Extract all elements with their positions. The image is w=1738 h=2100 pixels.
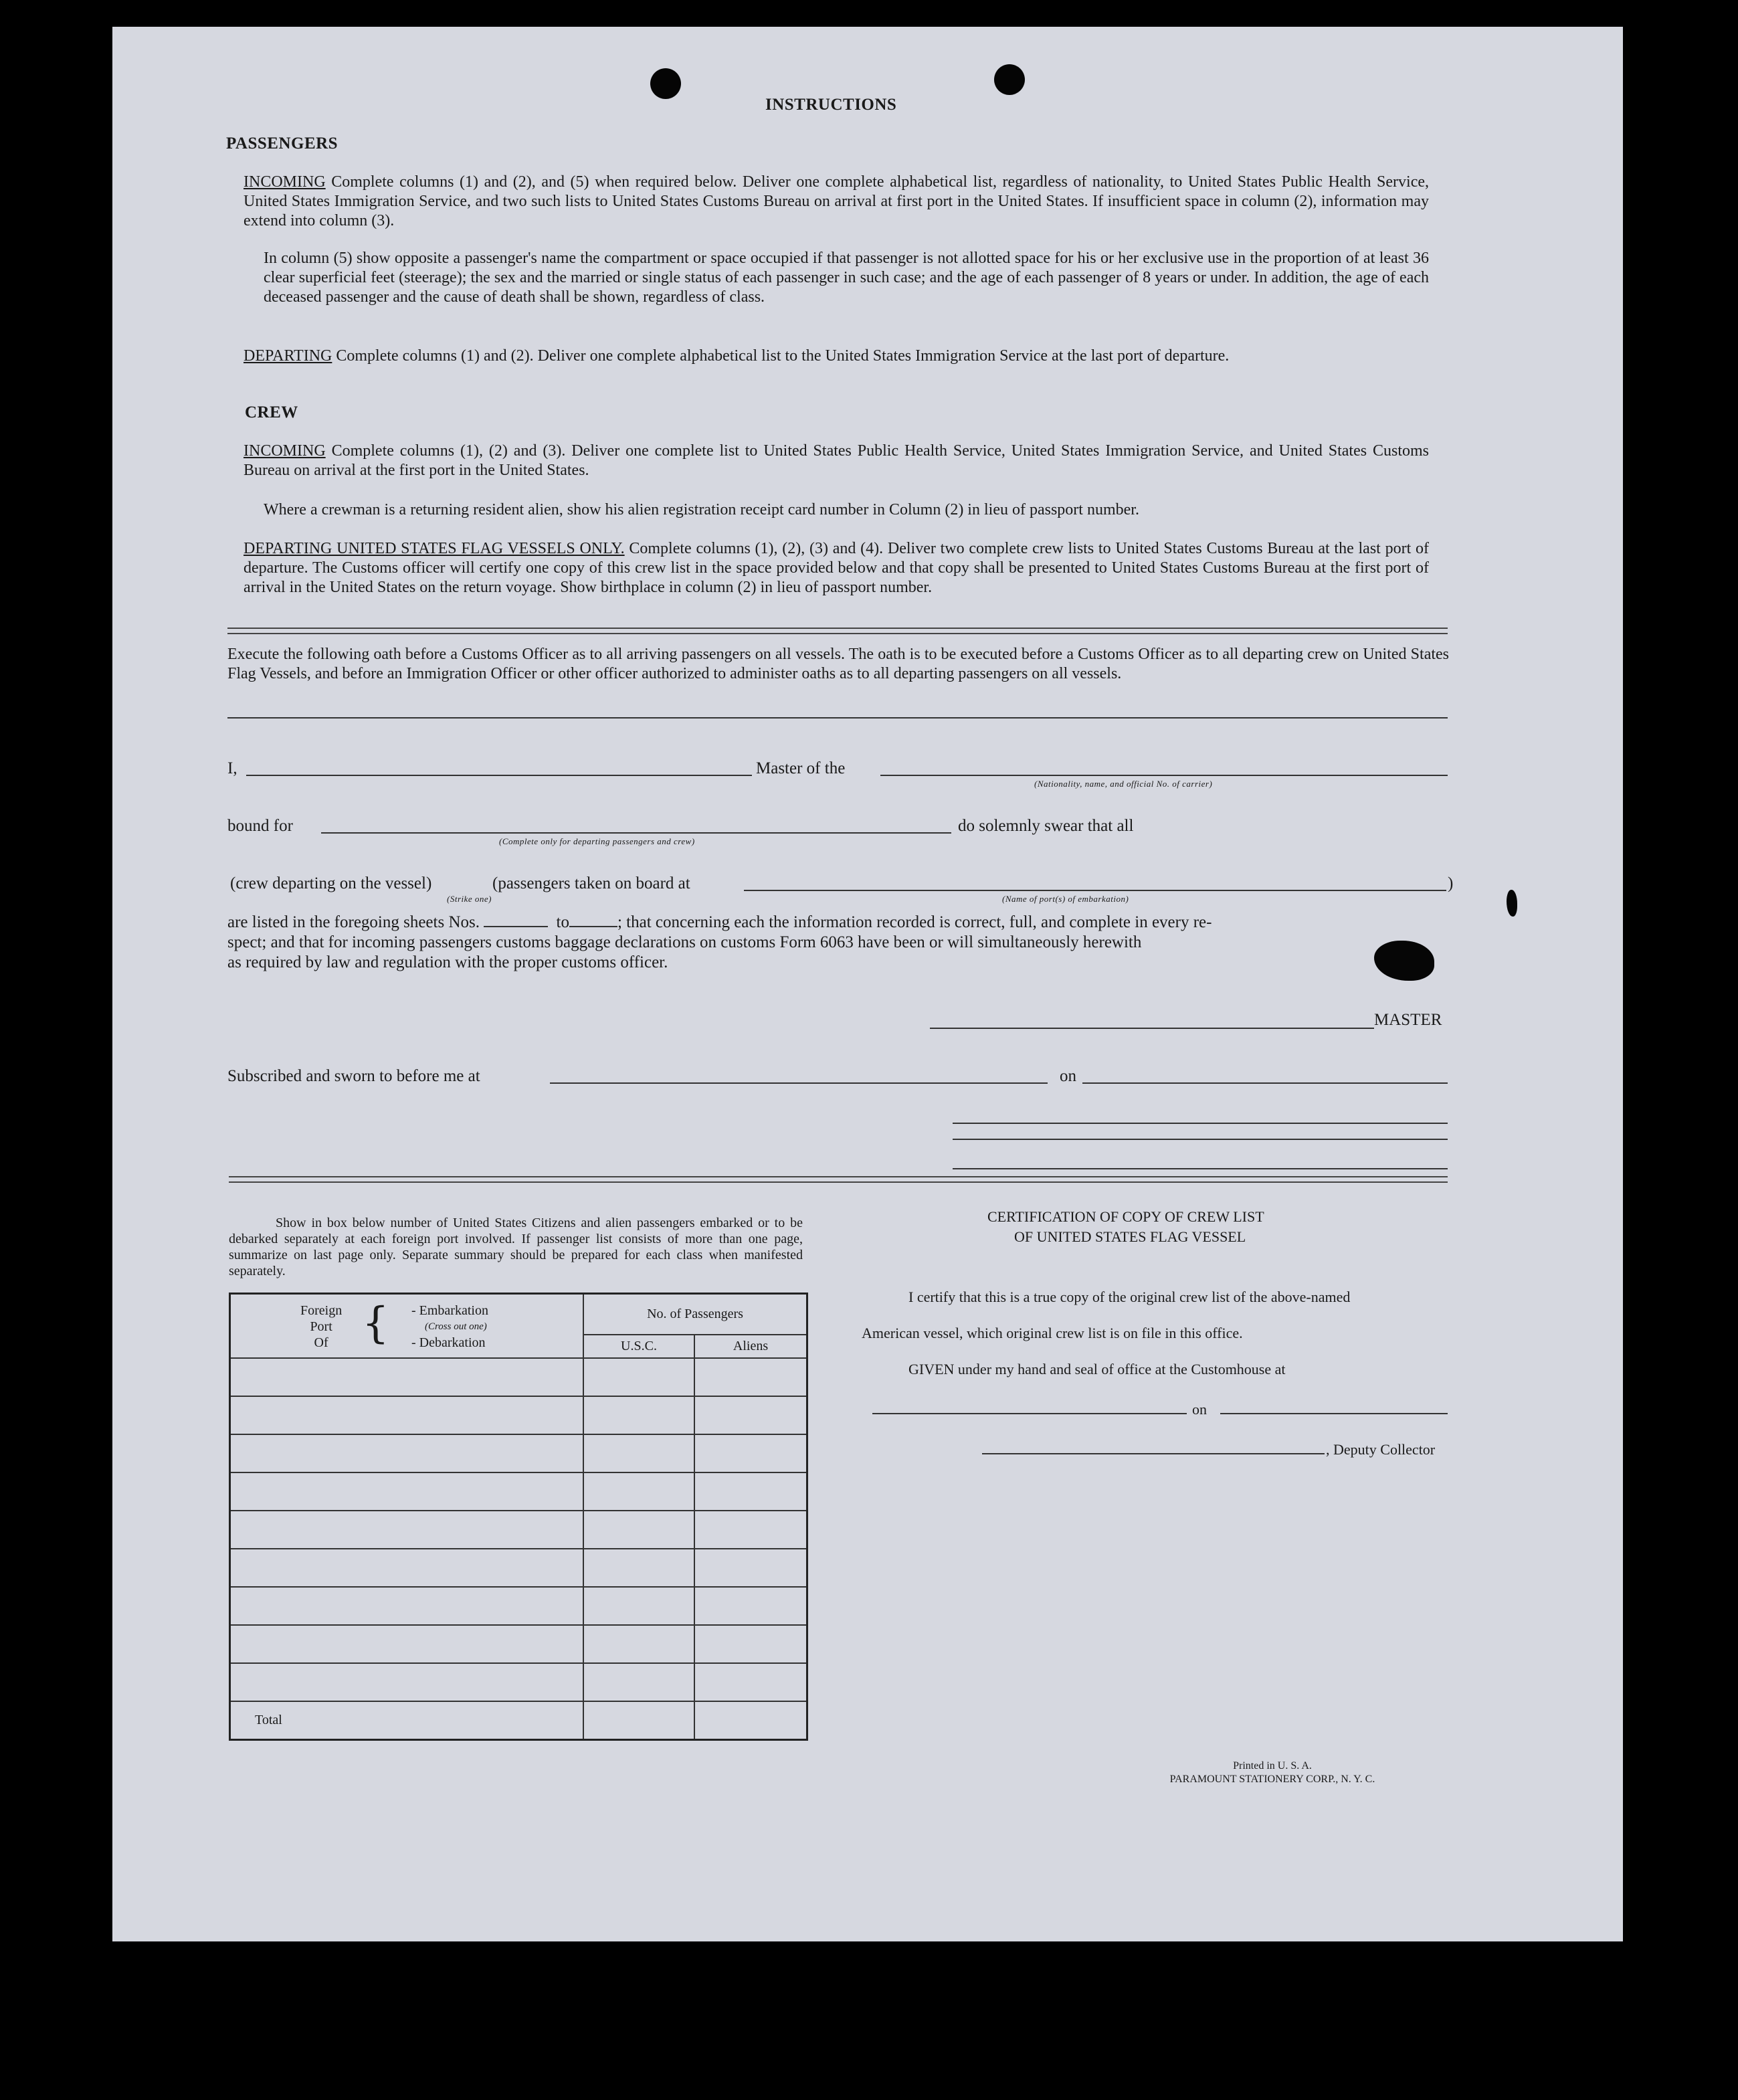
usc-cell[interactable] — [583, 1549, 694, 1587]
brace-icon: { — [362, 1299, 389, 1348]
master-label: MASTER — [1374, 1011, 1442, 1029]
port-cell[interactable] — [230, 1434, 584, 1472]
passengers-incoming-text: Complete columns (1) and (2), and (5) when required below. Deliver one complete alphabetical list, regardless of nationality, to United States Public Health Service, United States Immigration Service, and two such lists to United States Customs Bureau on arrival at first port in the United States. If insufficient space in column (2), information may extend into column (3). — [244, 173, 1429, 229]
port-cell[interactable] — [230, 1511, 584, 1549]
officer-signature-field-1[interactable] — [953, 1123, 1448, 1124]
solemnly-swear-text: do solemnly swear that all — [958, 817, 1134, 835]
usc-cell[interactable] — [583, 1511, 694, 1549]
crew-departing-paragraph — [244, 539, 1429, 597]
usc-cell[interactable] — [583, 1472, 694, 1511]
port-cell[interactable] — [230, 1549, 584, 1587]
aliens-cell[interactable] — [694, 1587, 807, 1625]
aliens-cell[interactable] — [694, 1511, 807, 1549]
certify-line-2: American vessel, which original crew list is on file in this office. — [862, 1325, 1243, 1341]
crew-departing-text: Complete columns (1), (2), (3) and (4). Deliver two complete crew lists to United States Customs Bureau at the last port of departure. The Customs officer will certify one copy of this crew list in the space provided below and that copy shall be presented to United States Customs Bureau at the first port of arrival in the United States on the return voyage. Show birthplace in column (2) in lieu of passport number. — [244, 540, 1429, 596]
port-cell[interactable] — [230, 1358, 584, 1396]
listed-part1: are listed in the foregoing sheets Nos. — [227, 913, 480, 931]
debarkation-option[interactable]: - Debarkation — [411, 1335, 486, 1350]
complete-only-note: (Complete only for departing passengers and crew) — [499, 836, 695, 846]
listed-sheets-line3: as required by law and regulation with the proper customs officer. — [227, 953, 668, 971]
table-row — [230, 1396, 807, 1434]
passengers-departing-label: DEPARTING — [244, 347, 332, 365]
printed-in-usa: Printed in U. S. A. — [1233, 1760, 1312, 1772]
divider-top — [227, 628, 1448, 634]
oath-i-label: I, — [227, 759, 237, 777]
usc-total-cell[interactable] — [583, 1701, 694, 1740]
close-paren: ) — [1448, 874, 1454, 892]
aliens-cell[interactable] — [694, 1396, 807, 1434]
usc-cell[interactable] — [583, 1434, 694, 1472]
certification-title-2: OF UNITED STATES FLAG VESSEL — [1014, 1228, 1246, 1245]
port-cell[interactable] — [230, 1663, 584, 1701]
crew-incoming-label: INCOMING — [244, 442, 326, 460]
punch-hole-right — [994, 64, 1025, 95]
table-row — [230, 1511, 807, 1549]
embarkation-port-field[interactable] — [744, 890, 1446, 891]
table-row — [230, 1472, 807, 1511]
crew-incoming-text: Complete columns (1), (2) and (3). Deliver one complete list to United States Public Health Service, United States Immigration Service, and United States Customs Bureau on arrival at the first port in the United States. — [244, 442, 1429, 479]
sworn-on-label: on — [1060, 1067, 1076, 1085]
aliens-header-cell: Aliens — [694, 1335, 807, 1358]
carrier-field[interactable] — [880, 775, 1448, 776]
bound-for-field[interactable] — [321, 832, 951, 834]
aliens-cell[interactable] — [694, 1549, 807, 1587]
passengers-incoming-label: INCOMING — [244, 173, 326, 191]
table-row — [230, 1549, 807, 1587]
deputy-signature-field[interactable] — [982, 1453, 1325, 1454]
listed-to: to — [556, 913, 569, 931]
sheet-to-field[interactable] — [569, 926, 617, 927]
resident-alien-paragraph: Where a crewman is a returning resident alien, show his alien registration receipt card number in Column (2) in lieu of passport number. — [264, 501, 1139, 518]
master-of-the-label: Master of the — [756, 759, 846, 777]
deputy-collector-label: , Deputy Collector — [1326, 1441, 1436, 1458]
table-row — [230, 1434, 807, 1472]
sworn-place-field[interactable] — [550, 1082, 1048, 1084]
strike-one-note: (Strike one) — [447, 894, 492, 904]
instructions-heading: INSTRUCTIONS — [765, 96, 897, 114]
column5-paragraph: In column (5) show opposite a passenger's name the compartment or space occupied if that passenger is not allotted space for his or her exclusive use in the proportion of at least 36 clear superficial feet (steerage); the sex and the married or single status of each passenger in such case; and the age of each passenger of 8 years or under. In addition, the age of each deceased passenger and the cause of death shall be shown, regardless of class. — [264, 250, 1429, 306]
certification-on-label: on — [1192, 1401, 1207, 1418]
certification-date-field[interactable] — [1220, 1413, 1448, 1414]
certification-title-1: CERTIFICATION OF COPY OF CREW LIST — [987, 1208, 1264, 1225]
nationality-note: (Nationality, name, and official No. of carrier) — [1034, 779, 1213, 789]
given-under-hand: GIVEN under my hand and seal of office at the Customhouse at — [908, 1361, 1286, 1377]
passengers-incoming-paragraph — [244, 173, 1429, 231]
port-cell[interactable] — [230, 1396, 584, 1434]
form-sheet — [112, 27, 1623, 1941]
passengers-departing-paragraph — [244, 347, 1429, 366]
passengers-departing-text: Complete columns (1) and (2). Deliver one complete alphabetical list to the United States Immigration Service at the last port of departure. — [332, 347, 1230, 365]
crew-incoming-paragraph — [244, 442, 1429, 480]
usc-cell[interactable] — [583, 1663, 694, 1701]
passengers-title: PASSENGERS — [226, 134, 339, 153]
crew-departing-option: (crew departing on the vessel) — [230, 874, 432, 892]
table-row — [230, 1358, 807, 1396]
ink-blot — [1374, 941, 1434, 981]
table-row — [230, 1625, 807, 1663]
of-label: Of — [314, 1335, 328, 1350]
passenger-summary-table — [229, 1293, 808, 1741]
usc-cell[interactable] — [583, 1587, 694, 1625]
oath-instructions: Execute the following oath before a Customs Officer as to all arriving passengers on all vessels. The oath is to be executed before a Customs Officer as to all departing crew on United States Flag Vessels, and before an Immigration Officer or other officer authorized to administer oaths as to all departing passengers on all vessels. — [227, 646, 1449, 682]
aliens-total-cell[interactable] — [694, 1701, 807, 1740]
divider-oath — [227, 717, 1448, 719]
port-label: Port — [310, 1319, 332, 1334]
aliens-cell[interactable] — [694, 1625, 807, 1663]
aliens-cell[interactable] — [694, 1358, 807, 1396]
aliens-cell[interactable] — [694, 1472, 807, 1511]
divider-bottom — [229, 1176, 1448, 1183]
usc-cell[interactable] — [583, 1358, 694, 1396]
embarkation-option[interactable]: - Embarkation — [411, 1303, 488, 1318]
crew-title: CREW — [245, 403, 298, 421]
total-row — [230, 1701, 807, 1740]
table-row — [230, 1587, 807, 1625]
certify-line-1: I certify that this is a true copy of the original crew list of the above-named — [908, 1288, 1351, 1305]
port-cell[interactable] — [230, 1472, 584, 1511]
port-cell[interactable] — [230, 1625, 584, 1663]
aliens-cell[interactable] — [694, 1663, 807, 1701]
sheet-from-field[interactable] — [484, 926, 548, 927]
master-signature-field[interactable] — [930, 1028, 1374, 1029]
master-name-field[interactable] — [246, 775, 752, 776]
port-note: (Name of port(s) of embarkation) — [1002, 894, 1129, 904]
table-row — [230, 1663, 807, 1701]
cross-out-note: (Cross out one) — [425, 1321, 487, 1332]
printer-name: PARAMOUNT STATIONERY CORP., N. Y. C. — [1169, 1774, 1375, 1785]
usc-header-cell: U.S.C. — [583, 1335, 694, 1358]
port-cell[interactable] — [230, 1587, 584, 1625]
foreign-label: Foreign — [300, 1303, 343, 1318]
ink-blot-small — [1507, 890, 1517, 917]
crew-departing-label: DEPARTING UNITED STATES FLAG VESSELS ONLY. — [244, 540, 625, 557]
total-label: Total — [230, 1701, 584, 1740]
listed-sheets-line2: spect; and that for incoming passengers customs baggage declarations on customs Form 6063 have been or will simultaneously herewith — [227, 933, 1142, 951]
listed-sheets-line1 — [227, 913, 1452, 932]
subscribed-label: Subscribed and sworn to before me at — [227, 1067, 480, 1085]
punch-hole-left — [650, 68, 681, 99]
summary-instructions: Show in box below number of United States Citizens and alien passengers embarked or to be debarked separately at each foreign port involved. If passenger list consists of more than one page, summarize on last page only. Separate summary should be prepared for each class when manifested separately. — [229, 1216, 803, 1278]
usc-cell[interactable] — [583, 1625, 694, 1663]
passengers-header-cell: No. of Passengers — [583, 1294, 807, 1335]
bound-for-label: bound for — [227, 817, 293, 835]
port-header-cell — [230, 1294, 584, 1359]
officer-signature-field-2[interactable] — [953, 1139, 1448, 1140]
usc-cell[interactable] — [583, 1396, 694, 1434]
officer-title-field[interactable] — [953, 1168, 1448, 1169]
sworn-date-field[interactable] — [1082, 1082, 1448, 1084]
listed-part2: ; that concerning each the information recorded is correct, full, and complete in every re- — [617, 913, 1212, 931]
passengers-taken-option: (passengers taken on board at — [492, 874, 690, 892]
customhouse-field[interactable] — [872, 1413, 1187, 1414]
aliens-cell[interactable] — [694, 1434, 807, 1472]
